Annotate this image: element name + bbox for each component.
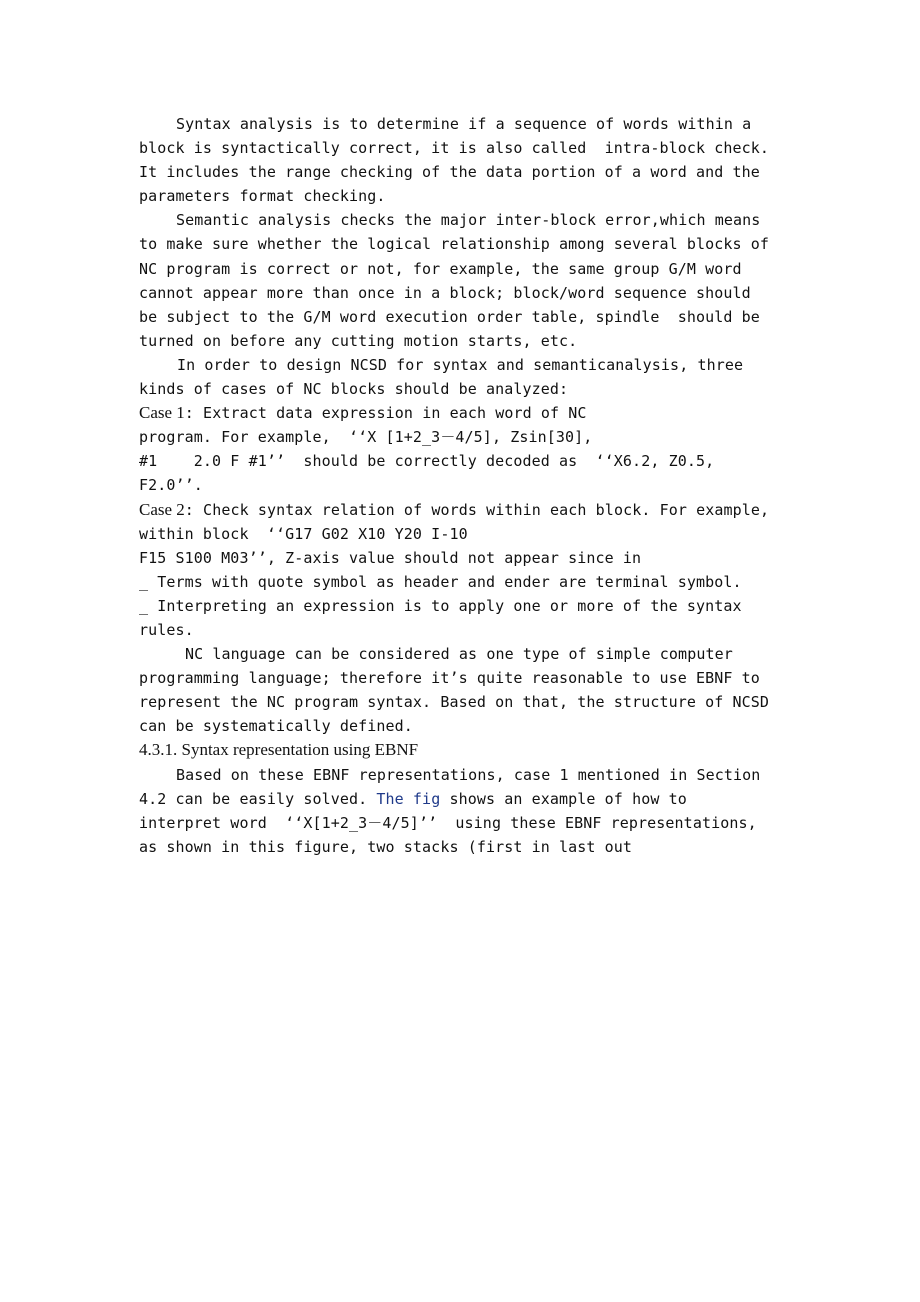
text-line: kinds of cases of NC blocks should be analyzed: [139, 380, 569, 399]
text-line: F2.0’’. [139, 476, 203, 495]
text-line: program. For example, ‘‘X [1+2_3－4/5], Zsin[30], [139, 428, 593, 447]
note-line: rules. [139, 620, 194, 639]
document-page [139, 112, 799, 859]
text-line: block is syntactically correct, it is also called intra-block check. [139, 139, 770, 158]
case-2-label: Case 2 [139, 499, 185, 519]
text-line: can be systematically defined. [139, 717, 413, 736]
text-segment: 4.2 can be easily solved. [139, 789, 377, 808]
text-line: represent the NC program syntax. Based on that, the structure of NCSD [139, 693, 770, 712]
case-1-text: : Extract data expression in each word of NC [184, 404, 587, 423]
case-1-label: Case 1 [139, 403, 185, 423]
section-heading: 4.3.1. Syntax representation using EBNF [139, 740, 419, 760]
text-line: cannot appear more than once in a block; block/word sequence should [139, 283, 751, 302]
text-line: to make sure whether the logical relationship among several blocks of [139, 235, 770, 254]
text-line: parameters format checking. [139, 187, 386, 206]
text-line: NC language can be considered as one type of simple computer [185, 645, 733, 664]
text-line: as shown in this figure, two stacks (first in last out [139, 837, 633, 856]
note-line: _ Interpreting an expression is to apply one or more of the syntax [139, 596, 742, 615]
case-2-text: : Check syntax relation of words within each block. For example, [184, 500, 770, 519]
text-line: within block ‘‘G17 G02 X10 Y20 I-10 [139, 524, 468, 543]
text-line: be subject to the G/M word execution order table, spindle should be [139, 307, 760, 326]
text-line: programming language; therefore it’s quite reasonable to use EBNF to [139, 669, 760, 688]
text-line: Syntax analysis is to determine if a sequence of words within a [176, 115, 752, 133]
text-line-with-link [139, 787, 799, 811]
figure-link[interactable]: The fig [376, 789, 441, 808]
text-line: turned on before any cutting motion starts, etc. [139, 331, 578, 350]
text-line: Semantic analysis checks the major inter-block error,which means [176, 211, 761, 230]
text-line: NC program is correct or not, for example, the same group G/M word [139, 259, 742, 278]
text-line: #1 2.0 F #1’’ should be correctly decoded as ‘‘X6.2, Z0.5, [139, 452, 715, 471]
text-segment: shows an example of how to [440, 789, 687, 808]
text-line: It includes the range checking of the data portion of a word and the [139, 163, 760, 182]
case-2-line [139, 498, 799, 522]
text-line: F15 S100 M03’’, Z-axis value should not appear since in [139, 548, 642, 567]
case-1-line [139, 401, 799, 425]
text-line: interpret word ‘‘X[1+2_3－4/5]’’ using these EBNF representations, [139, 813, 757, 832]
text-line: Based on these EBNF representations, case 1 mentioned in Section [176, 765, 761, 784]
text-line: In order to design NCSD for syntax and semanticanalysis, three [177, 355, 744, 374]
note-line: _ Terms with quote symbol as header and ender are terminal symbol. [139, 572, 742, 591]
